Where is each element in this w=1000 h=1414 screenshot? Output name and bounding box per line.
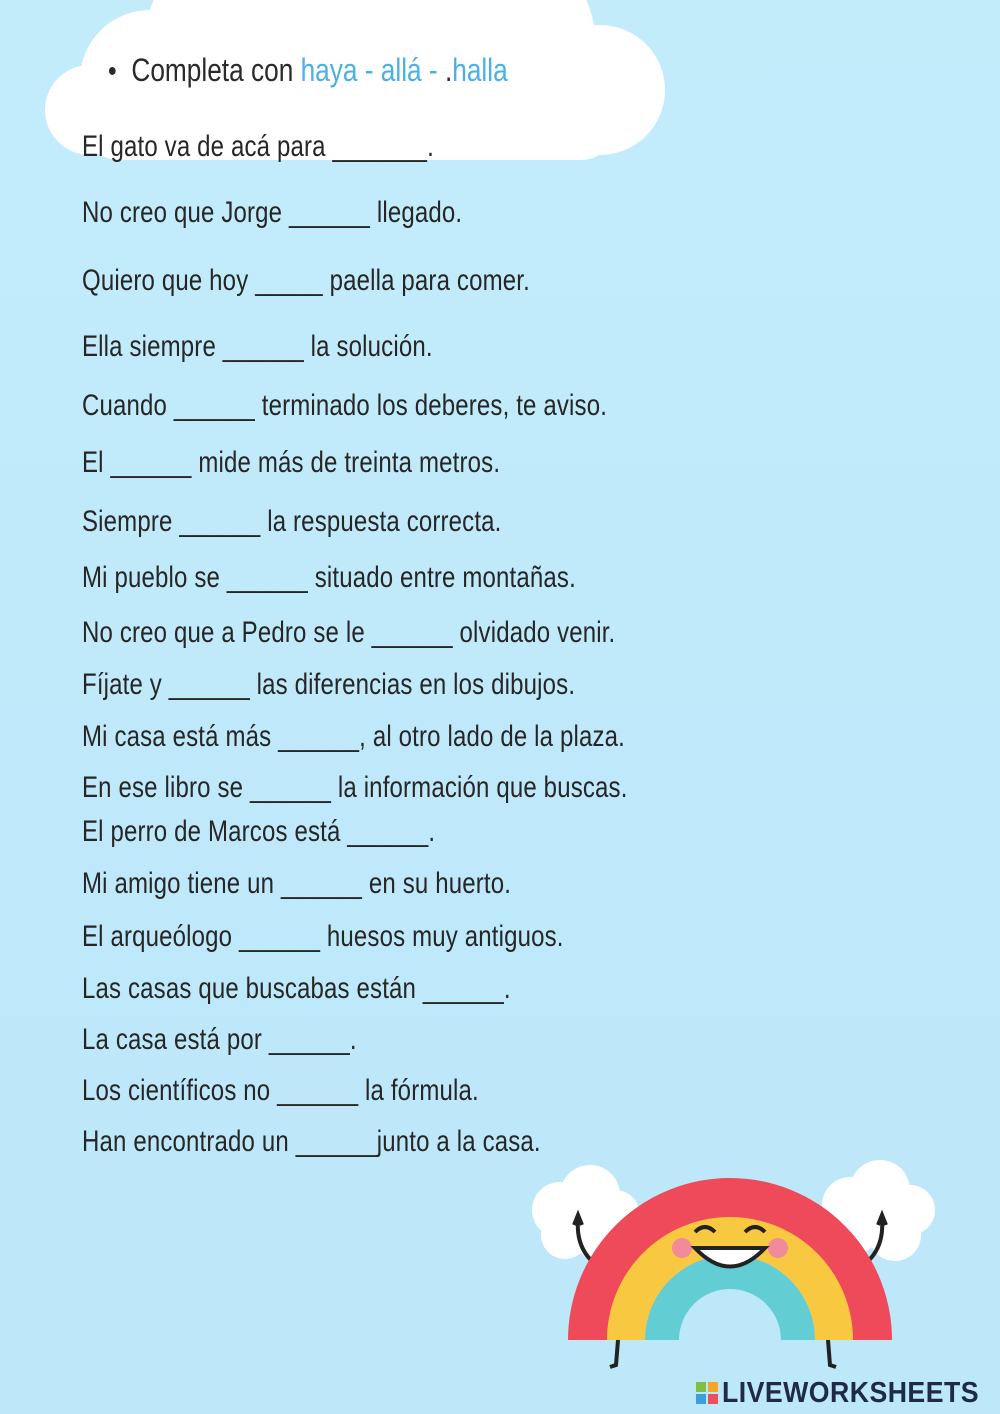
sentence-text-before: Mi amigo tiene un [82, 867, 281, 900]
option-dot: . [444, 52, 453, 88]
sentence-2 [82, 196, 462, 230]
answer-blank[interactable]: ______ [347, 815, 429, 848]
answer-blank[interactable]: ______ [289, 196, 371, 229]
answer-blank[interactable]: _______ [332, 130, 428, 163]
sentence-text-after: . [503, 972, 511, 1005]
sentence-text-before: No creo que Jorge [82, 196, 289, 229]
answer-blank[interactable]: ______ [168, 668, 250, 701]
sentence-text-before: Quiero que hoy [82, 264, 256, 297]
answer-blank[interactable]: ______ [179, 505, 261, 538]
sentence-13 [82, 815, 435, 849]
sentence-16 [82, 972, 511, 1006]
sentence-6 [82, 446, 500, 480]
answer-blank[interactable]: ______ [110, 446, 192, 479]
answer-blank[interactable]: ______ [277, 1074, 359, 1107]
answer-blank[interactable]: ______ [278, 720, 360, 753]
answer-blank[interactable]: ______ [173, 389, 255, 422]
answer-blank[interactable]: ______ [371, 616, 453, 649]
option-separator: - [421, 52, 445, 88]
sentence-text-after: huesos muy antiguos. [320, 920, 564, 953]
sentence-10 [82, 668, 575, 702]
sentence-1 [82, 130, 434, 164]
sentence-text-after: la respuesta correcta. [260, 505, 502, 538]
sentence-text-before: Cuando [82, 389, 174, 422]
sentence-text-after: paella para comer. [322, 264, 530, 297]
answer-blank[interactable]: ______ [226, 561, 308, 594]
sentence-17 [82, 1023, 357, 1057]
sentence-text-after: en su huerto. [362, 867, 512, 900]
answer-blank[interactable]: ______ [280, 867, 363, 900]
sentence-7 [82, 505, 502, 539]
sentence-text-before: El perro de Marcos está [82, 815, 348, 848]
sentence-text-before: El gato va de acá para [82, 130, 333, 163]
logo-text: LIVEWORKSHEETS [722, 1376, 979, 1409]
sentence-8 [82, 561, 576, 595]
sentence-text-after: las diferencias en los dibujos. [249, 668, 576, 701]
option-word-halla: halla [452, 52, 508, 88]
sentence-4 [82, 330, 433, 364]
sentence-14 [82, 867, 511, 901]
option-word-alla: allá [380, 52, 422, 88]
sentence-text-before: La casa está por [82, 1023, 269, 1056]
instruction-line [108, 52, 508, 89]
sentence-text-after: la fórmula. [358, 1074, 479, 1107]
answer-blank[interactable]: ______ [295, 1125, 377, 1158]
rainbow-illustration [520, 1160, 940, 1380]
answer-blank[interactable]: ______ [222, 330, 304, 363]
sentence-text-before: No creo que a Pedro se le [82, 616, 372, 649]
answer-blank[interactable]: ______ [268, 1023, 350, 1056]
sentence-text-before: Siempre [82, 505, 180, 538]
bullet: • [108, 55, 117, 88]
liveworksheets-logo-icon [696, 1382, 718, 1404]
answer-blank[interactable]: _____ [255, 264, 323, 297]
answer-blank[interactable]: ______ [239, 920, 321, 953]
sentence-text-after: . [428, 815, 436, 848]
sentence-text-after: junto a la casa. [376, 1125, 541, 1158]
sentence-text-before: El arqueólogo [82, 920, 240, 953]
sentence-text-before: Mi pueblo se [82, 561, 227, 594]
sentence-text-before: El [82, 446, 111, 479]
instruction-prefix: Completa con [131, 52, 294, 88]
sentence-12 [82, 771, 628, 805]
sentence-19 [82, 1125, 541, 1159]
sentence-text-before: Las casas que buscabas están [82, 972, 423, 1005]
sentence-5 [82, 389, 607, 423]
sentence-text-after: terminado los deberes, te aviso. [254, 389, 608, 422]
liveworksheets-logo [696, 1376, 1000, 1410]
sentence-3 [82, 264, 530, 298]
sentence-text-before: Ella siempre [82, 330, 223, 363]
sentence-text-before: Fíjate y [82, 668, 169, 701]
answer-blank[interactable]: ______ [422, 972, 504, 1005]
sentence-text-after: situado entre montañas. [307, 561, 576, 594]
sentence-15 [82, 920, 564, 954]
sentence-text-after: la solución. [303, 330, 433, 363]
option-separator: - [357, 52, 381, 88]
sentence-text-after: . [349, 1023, 357, 1056]
sentence-text-after: . [427, 130, 434, 163]
sentence-9 [82, 616, 615, 650]
sentence-text-after: llegado. [370, 196, 463, 229]
sentence-text-after: olvidado venir. [452, 616, 616, 649]
sentence-text-before: Han encontrado un [82, 1125, 296, 1158]
sentence-text-after: , al otro lado de la plaza. [359, 720, 625, 753]
sentence-18 [82, 1074, 479, 1108]
option-word-haya: haya [300, 52, 358, 88]
answer-blank[interactable]: ______ [249, 771, 332, 804]
sentence-text-before: En ese libro se [82, 771, 250, 804]
sentence-text-after: mide más de treinta metros. [191, 446, 501, 479]
sentence-text-after: la información que buscas. [331, 771, 628, 804]
sentence-11 [82, 720, 625, 754]
sentence-text-before: Mi casa está más [82, 720, 279, 753]
sentence-text-before: Los científicos no [82, 1074, 278, 1107]
